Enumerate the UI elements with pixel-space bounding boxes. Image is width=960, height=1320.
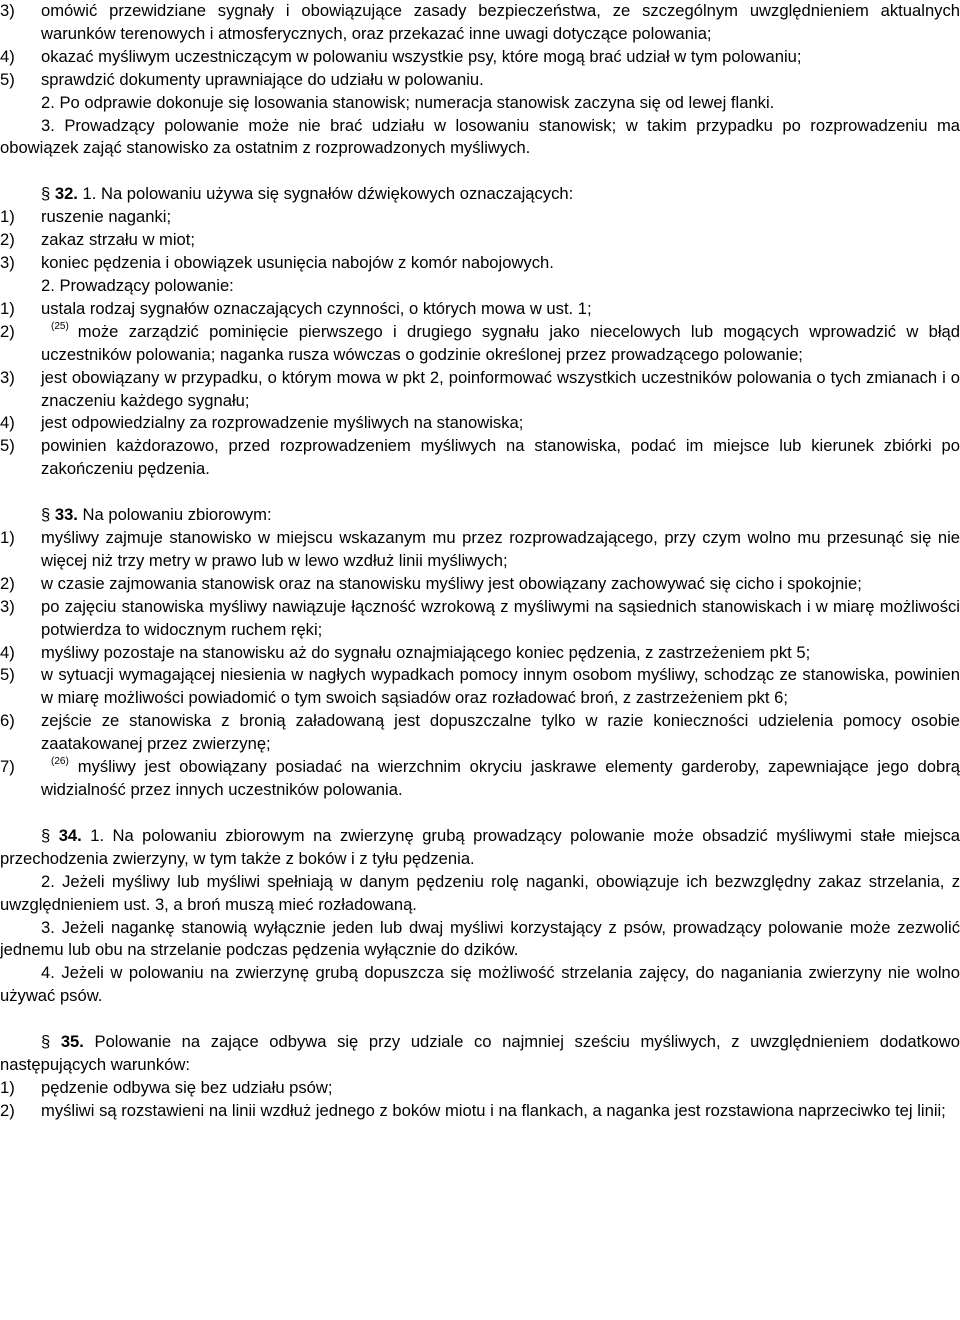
- item-text: koniec pędzenia i obowiązek usunięcia nabojów z komór nabojowych.: [41, 253, 554, 273]
- item-number: 1): [0, 1077, 15, 1097]
- item-text: myśliwi są rozstawieni na linii wzdłuż jednego z boków miotu i na flankach, a naganka jest rozstawiona naprzeciwko tej linii;: [41, 1100, 946, 1120]
- item-text: okazać myśliwym uczestniczącym w polowaniu wszystkie psy, które mogą brać udział w tym polowaniu;: [41, 46, 802, 66]
- paragraph: 2. Prowadzący polowanie:: [41, 275, 234, 295]
- list-item: [0, 367, 960, 413]
- item-number: 4): [0, 46, 15, 66]
- spacer: [0, 802, 960, 825]
- item-text: jest odpowiedzialny za rozprowadzenie myśliwych na stanowiska;: [41, 413, 524, 433]
- item-number: 2): [0, 573, 15, 593]
- section-33-intro: [0, 504, 960, 527]
- footnote-marker: (25): [51, 320, 69, 332]
- section-number: 35.: [60, 1032, 84, 1052]
- paragraph: 3. Jeżeli nagankę stanowią wyłącznie jeden lub dwaj myśliwi korzystający z psów, prowadzący polowanie może zezwolić jednemu lub obu na strzelanie podczas pędzenia wyłącznie do dzików.: [0, 917, 960, 960]
- spacer: [0, 481, 960, 504]
- item-number: 4): [0, 642, 15, 662]
- item-number: 1): [0, 528, 15, 548]
- item-text-with-footnote: [41, 756, 960, 802]
- item-number: 2): [0, 321, 15, 341]
- item-text: po zajęciu stanowiska myśliwy nawiązuje łączność wzrokową z myśliwymi na sąsiednich stanowiskach i w miarę możliwości potwierdza to widocznym ruchem ręki;: [41, 596, 960, 639]
- item-text: jest obowiązany w przypadku, o którym mowa w pkt 2, poinformować wszystkich uczestników polowania o tych zmianach i o znaczeniu każdego sygnału;: [41, 367, 960, 410]
- section-number: 33.: [54, 505, 78, 525]
- item-number: 1): [0, 298, 15, 318]
- item-text: omówić przewidziane sygnały i obowiązujące zasady bezpieczeństwa, ze szczególnym uwzględnieniem aktualnych warunków terenowych i atmosferycznych, oraz przekazać inne uwagi dotyczące polowania;: [41, 1, 960, 43]
- item-number: 3): [0, 596, 15, 616]
- section-intro-text: Polowanie na zające odbywa się przy udziale co najmniej sześciu myśliwych, z uwzględnieniem dodatkowo następujących warunków:: [0, 1032, 960, 1075]
- section-symbol: §: [41, 505, 55, 525]
- item-text-with-footnote: [41, 321, 960, 367]
- item-number: 5): [0, 436, 15, 456]
- list-item: [0, 642, 960, 665]
- section-intro-text: 1. Na polowaniu używa się sygnałów dźwiękowych oznaczających:: [77, 184, 574, 204]
- spacer: [0, 160, 960, 183]
- paragraph: 4. Jeżeli w polowaniu na zwierzynę grubą dopuszcza się możliwość strzelania zajęcy, do naganiania zwierzyny nie wolno używać psów.: [0, 963, 960, 1006]
- list-item: [0, 573, 960, 596]
- item-text: powinien każdorazowo, przed rozprowadzeniem myśliwych na stanowiska, podać im miejsce lub kierunek zbiórki po zakończeniu pędzenia.: [41, 436, 960, 479]
- section-symbol: §: [41, 184, 55, 204]
- list-item: [0, 1100, 960, 1123]
- list-item: [0, 435, 960, 481]
- list-item: [0, 527, 960, 573]
- list-item: [0, 596, 960, 642]
- item-number: 1): [0, 207, 15, 227]
- list-item: [0, 0, 960, 46]
- section-32-intro: [0, 183, 960, 206]
- list-item: [0, 229, 960, 252]
- item-text: ruszenie naganki;: [41, 207, 172, 227]
- item-text: pędzenie odbywa się bez udziału psów;: [41, 1077, 333, 1097]
- item-number: 5): [0, 69, 15, 89]
- item-text: może zarządzić pominięcie pierwszego i drugiego sygnału jako niecelowych lub mogących wprowadzić w błąd uczestników polowania; naganka rusza wówczas o godzinie określonej przez prowadzącego polowanie;: [41, 321, 960, 364]
- item-number: 3): [0, 367, 15, 387]
- section-symbol: §: [41, 825, 59, 845]
- item-text: zakaz strzału w miot;: [41, 230, 195, 250]
- list-item: [0, 321, 960, 367]
- list-item: [0, 710, 960, 756]
- list-item: [0, 664, 960, 710]
- item-text: w czasie zajmowania stanowisk oraz na stanowisku myśliwy jest obowiązany zachowywać się cicho i spokojnie;: [41, 573, 862, 593]
- item-number: 7): [0, 757, 15, 777]
- item-number: 2): [0, 1100, 15, 1120]
- list-item: [0, 756, 960, 802]
- paragraph: 2. Po odprawie dokonuje się losowania stanowisk; numeracja stanowisk zaczyna się od lewej flanki.: [41, 92, 775, 112]
- list-item: [0, 298, 960, 321]
- item-text: ustala rodzaj sygnałów oznaczających czynności, o których mowa w ust. 1;: [41, 298, 592, 318]
- list-item: [0, 46, 960, 69]
- section-symbol: §: [41, 1032, 61, 1052]
- item-text: myśliwy jest obowiązany posiadać na wierzchnim okryciu jaskrawe elementy garderoby, zapewniające jego dobrą widzialność przez innych uczestników polowania.: [41, 757, 960, 799]
- item-text: myśliwy zajmuje stanowisko w miejscu wskazanym mu przez rozprowadzającego, przy czym wolno mu przesunąć się nie więcej niż trzy metry w prawo lub w lewo wzdłuż linii myśliwych;: [41, 528, 960, 570]
- list-item: [0, 412, 960, 435]
- section-34-p1: [0, 825, 960, 871]
- list-item: [0, 252, 960, 275]
- item-number: 2): [0, 230, 15, 250]
- list-item: [0, 206, 960, 229]
- item-text: zejście ze stanowiska z bronią załadowaną jest dopuszczalne tylko w razie konieczności udzielenia pomocy osobie zaatakowanej przez zwierzynę;: [41, 711, 960, 754]
- item-number: 4): [0, 413, 15, 433]
- item-number: 6): [0, 711, 15, 731]
- paragraph: 2. Jeżeli myśliwy lub myśliwi spełniają w danym pędzeniu rolę naganki, obowiązuje ich bezwzględny zakaz strzelania, z uwzględnieniem ust. 3, a broń muszą mieć rozładowaną.: [0, 871, 960, 914]
- spacer: [0, 1008, 960, 1031]
- item-number: 3): [0, 1, 15, 20]
- list-item: [0, 69, 960, 92]
- section-35-intro: [0, 1031, 960, 1077]
- section-number: 34.: [58, 825, 82, 845]
- item-number: 5): [0, 665, 15, 685]
- section-intro-text: Na polowaniu zbiorowym:: [77, 505, 272, 525]
- footnote-marker: (26): [51, 756, 69, 768]
- paragraph: 3. Prowadzący polowanie może nie brać udziału w losowaniu stanowisk; w takim przypadku po rozprowadzeniu ma obowiązek zająć stanowisko za ostatnim z rozprowadzonych myśliwych.: [0, 115, 960, 158]
- item-text: sprawdzić dokumenty uprawniające do udziału w polowaniu.: [41, 69, 484, 89]
- paragraph-text: 1. Na polowaniu zbiorowym na zwierzynę grubą prowadzący polowanie może obsadzić myśliwymi stałe miejsca przechodzenia zwierzyny, w tym także z boków i z tyłu pędzenia.: [0, 825, 960, 868]
- item-text: myśliwy pozostaje na stanowisku aż do sygnału oznajmiającego koniec pędzenia, z zastrzeżeniem pkt 5;: [41, 642, 811, 662]
- section-number: 32.: [54, 184, 78, 204]
- item-text: w sytuacji wymagającej niesienia w nagłych wypadkach pomocy innym osobom myśliwy, schodząc ze stanowiska, powinien w miarę możliwości powiadomić o tym swoich sąsiadów oraz rozładować broń, z zastrzeżeniem pkt 6;: [41, 665, 960, 708]
- list-item: [0, 1077, 960, 1100]
- item-number: 3): [0, 253, 15, 273]
